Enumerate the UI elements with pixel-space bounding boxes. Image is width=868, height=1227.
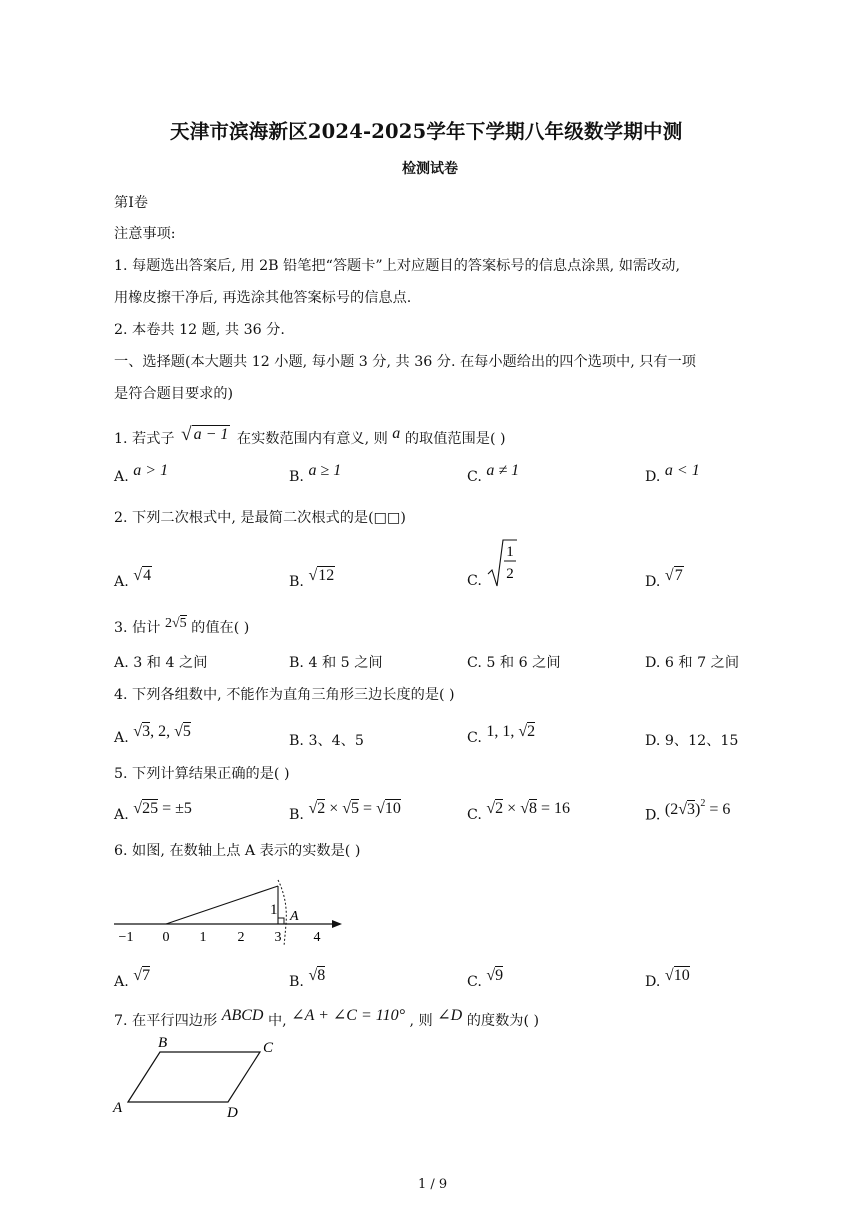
option-exponent: 2 [700,798,706,809]
question-3-coef: 2 [164,616,172,631]
option-radicand: 3 [687,800,696,818]
question-7-parallelogram-figure [110,1032,290,1122]
option-radicand: 9 [495,967,504,984]
question-7-angle: ∠D [437,1007,463,1024]
option-text: × [503,800,521,817]
option-math: a ≠ 1 [486,462,520,479]
radical-sign: √ [520,800,529,817]
option-label: D. [645,974,661,990]
vertex-c-label: C [263,1040,274,1056]
question-3-text-b: 的值在( ) [191,620,250,636]
question-1-option-a [114,462,169,486]
option-radicand: 5 [182,723,191,740]
option-radicand: 8 [528,800,537,817]
fraction-numerator: 1 [506,544,514,560]
question-5-stem: 5. 下列计算结果正确的是( ) [114,766,290,782]
question-7-text-c: , 则 [409,1013,433,1029]
question-7-text-d: 的度数为( ) [466,1013,540,1029]
question-2-stem: 2. 下列二次根式中, 是最简二次根式的是(□□) [114,510,406,526]
notes-item-2: 2. 本卷共 12 题, 共 36 分. [114,322,285,338]
tick-label-1: 1 [199,930,207,945]
question-6-option-a [114,967,151,991]
question-6-number-line-figure [110,870,350,950]
notes-item-1-line-2: 用橡皮擦干净后, 再选涂其他答案标号的信息点. [114,290,412,306]
radical-sign: √ [171,616,180,631]
question-3-radicand: 5 [179,616,187,631]
question-1-stem [114,424,506,451]
question-6-stem: 6. 如图, 在数轴上点 A 表示的实数是( ) [114,843,361,859]
parallelogram [128,1052,260,1102]
radical-sign: √ [518,723,528,740]
radical-sign: √ [486,800,496,817]
option-text: = 6 [705,800,731,818]
option-text: (2 [664,800,679,818]
radical-sign: √ [664,967,674,984]
option-label: A. [114,469,129,485]
tick-label-3: 3 [274,930,282,945]
option-text: ) [695,800,701,818]
radical-sign: √ [133,800,143,817]
question-7-text-a: 7. 在平行四边形 [114,1013,218,1029]
option-label: C. [467,974,482,990]
section-heading-line-1: 一、选择题(本大题共 12 小题, 每小题 3 分, 共 36 分. 在每小题给出的四个选项中, 只有一项 [114,354,696,370]
radical-sign: √ [308,800,318,817]
question-3-option-d: D. 6 和 7 之间 [645,655,740,671]
radical-sign: √ [664,567,674,584]
option-text: = ±5 [158,800,192,817]
radical-sign: √ [174,723,183,740]
option-label: D. [645,807,661,824]
question-4-option-c [467,723,536,747]
option-label: B. [289,807,304,823]
option-radicand: 2 [317,800,326,817]
exam-subtitle: 检测试卷 [402,161,458,177]
question-1-text-c: 的取值范围是( ) [404,431,506,447]
option-radicand: 10 [384,800,401,817]
question-1-option-b [289,462,342,486]
question-4-stem: 4. 下列各组数中, 不能作为直角三角形三边长度的是( ) [114,687,455,703]
question-6-option-c [467,967,504,991]
question-2-option-a [114,567,152,591]
option-radicand: 7 [142,967,151,984]
question-3-option-b: B. 4 和 5 之间 [289,655,383,671]
question-2-option-c-label: C. [467,573,482,589]
question-6-option-b [289,967,326,991]
question-1-option-c [467,462,520,486]
number-line-arrow [332,920,342,928]
question-3-text-a: 3. 估计 [114,620,161,636]
option-radicand: 2 [495,800,504,817]
notes-item-1-line-1: 1. 每题选出答案后, 用 2B 铅笔把“答题卡”上对应题目的答案标号的信息点涂黑, 如需改动, [114,258,680,274]
question-3-option-c: C. 5 和 6 之间 [467,655,561,671]
question-1-radicand: a − 1 [193,426,229,443]
option-text: × [325,800,343,817]
option-label: A. [114,730,129,746]
tick-label-2: 2 [237,930,245,945]
option-label: D. [645,574,661,590]
question-7-equation: ∠A + ∠C = 110° [291,1007,405,1024]
option-math: a ≥ 1 [308,462,342,479]
option-label: A. [114,807,129,823]
option-radicand: 5 [351,800,360,817]
volume-label: 第I卷 [114,195,148,211]
right-angle-mark [278,918,284,924]
option-label: B. [289,469,304,485]
option-text: , 2, [150,723,175,740]
fraction-denominator: 2 [506,566,514,582]
option-label: D. [645,469,661,485]
radical-sign: √ [308,967,318,984]
option-label: A. [114,974,129,990]
radical-sign: √ [308,567,318,584]
option-text: = 16 [536,800,570,817]
option-label: C. [467,807,482,823]
option-radicand: 10 [673,967,690,984]
question-3-option-a: A. 3 和 4 之间 [114,655,208,671]
question-5-option-c [467,800,570,824]
question-1-option-d [645,462,700,486]
option-math: a < 1 [664,462,700,479]
question-2-option-b [289,567,335,591]
question-6-option-d [645,967,690,991]
option-label: C. [467,469,482,485]
option-radicand: 3 [142,723,151,740]
option-radicand: 4 [143,567,152,584]
radical-sign: √ [133,567,143,584]
question-1-text-b: 在实数范围内有意义, 则 [236,431,388,447]
question-5-option-a [114,800,192,824]
option-math: a > 1 [133,462,169,479]
exam-title: 天津市滨海新区2024-2025学年下学期八年级数学期中测 [170,120,683,143]
page-number: 1 / 9 [418,1177,448,1192]
radical-sign: √ [342,800,352,817]
question-1-var: a [392,425,401,442]
question-7-text-b: 中, [267,1013,287,1029]
radical-sign: √ [376,800,385,817]
question-2-option-d [645,567,684,591]
option-radicand: 12 [318,567,335,584]
question-5-option-b [289,800,401,824]
tick-label-4: 4 [313,930,321,945]
question-4-option-a [114,723,191,747]
radical-sign: √ [133,723,143,740]
option-radicand: 8 [317,967,326,984]
question-7-stem [114,1007,540,1030]
question-5-option-d [645,798,731,825]
option-text: = [359,800,377,817]
option-radicand: 7 [674,567,683,584]
height-label: 1 [270,902,278,918]
question-2-option-c-fraction [486,538,518,590]
option-radicand: 25 [142,800,159,817]
option-label: A. [114,574,129,590]
point-a-label: A [290,909,299,924]
question-7-shape: ABCD [221,1007,264,1024]
option-label: C. [467,730,482,746]
vertex-d-label: D [227,1105,238,1121]
option-label: B. [289,974,304,990]
vertex-a-label: A [113,1100,123,1116]
tick-label-neg-1: −1 [118,930,134,945]
section-heading-line-2: 是符合题目要求的) [114,386,234,402]
notes-heading: 注意事项: [114,226,176,242]
hypotenuse [166,886,278,924]
radical-sign: √ [133,967,143,984]
radical-sign: √ [486,967,496,984]
question-3-stem [114,617,249,637]
question-1-radical: √ a − 1 [181,424,229,445]
question-4-option-d: D. 9、12、15 [645,733,739,749]
option-text: 1, 1, [486,723,519,740]
option-label: B. [289,574,304,590]
vertex-b-label: B [158,1035,168,1051]
question-1-text-a: 1. 若式子 [114,431,175,447]
radical-sign: √ [678,800,688,818]
option-radicand: 2 [527,723,536,740]
question-4-option-b: B. 3、4、5 [289,733,364,749]
tick-label-0: 0 [162,930,170,945]
